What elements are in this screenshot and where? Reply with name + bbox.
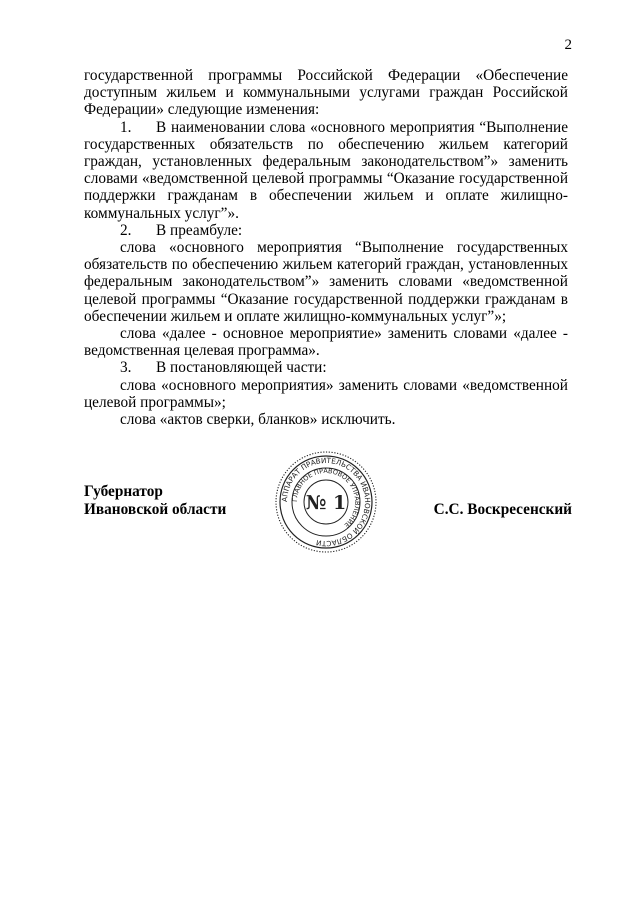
official-seal: [274, 450, 378, 554]
item-3-paragraph-2: слова «актов сверки, бланков» исключить.: [120, 411, 396, 429]
signatory-name: С.С. Воскресенский: [433, 501, 572, 518]
signatory-title: [84, 483, 226, 519]
item-1: [84, 119, 568, 222]
item-2: [84, 222, 568, 239]
signature-block: [84, 455, 572, 583]
item-2-number: 2.: [120, 221, 132, 239]
signatory-title-line-1: Губернатор: [84, 483, 163, 500]
document-body: [84, 67, 568, 428]
signatory-title-line-2: Ивановской области: [84, 501, 227, 518]
seal-outer-text: АППАРАТ ПРАВИТЕЛЬСТВА ИВАНОВСКОЙ ОБЛАСТИ: [279, 455, 373, 549]
seal-inner-text: ГЛАВНОЕ ПРАВОВОЕ УПРАВЛЕНИЕ: [290, 466, 362, 530]
item-3-paragraph-1: слова «основного мероприятия» заменить словами «ведомственной целевой программы»;: [84, 376, 568, 411]
item-3: [84, 359, 568, 376]
item-3-number: 3.: [120, 359, 132, 377]
item-2-paragraph-1: слова «основного мероприятия “Выполнение государственных обязательств по обеспечению жильем категорий граждан, установленных федеральным законодательством”» заменить словами «ведомственной целевой программы “Оказание государственной поддержки гражданам в обеспечении жильем и оплате жилищно-коммунальных услуг”»;: [84, 239, 568, 325]
item-2-text: В преамбуле:: [156, 221, 243, 239]
item-1-text: В наименовании слова «основного мероприятия “Выполнение государственных обязательств по обеспечению жильем категорий граждан, установленных федеральным законодательством”» заменить словами «ведомственной целевой программы “Оказание государственной поддержки гражданам в обеспечении жильем и оплате жилищно-коммунальных услуг”».: [84, 118, 568, 222]
item-3-text: В постановляющей части:: [156, 359, 327, 377]
intro-paragraph: государственной программы Российской Федерации «Обеспечение доступным жильем и коммунальными услугами граждан Российской Федерации» следующие изменения:: [84, 67, 568, 119]
page-number: 2: [564, 37, 572, 53]
item-2-paragraph-2: слова «далее - основное мероприятие» заменить словами «далее - ведомственная целевая программа».: [84, 325, 568, 360]
seal-graphic: [274, 450, 378, 554]
item-1-number: 1.: [120, 118, 132, 136]
seal-number: № 1: [305, 492, 347, 514]
